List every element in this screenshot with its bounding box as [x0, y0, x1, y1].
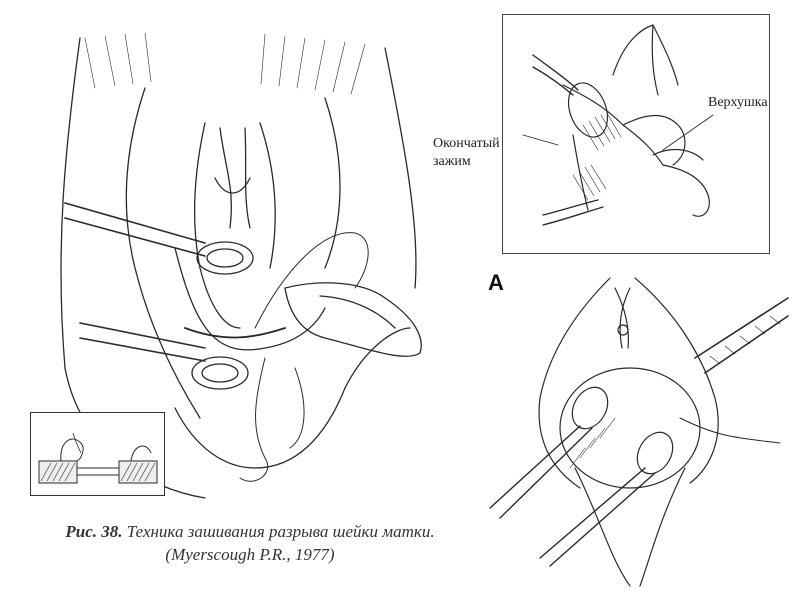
- caption-text: Техника зашивания разрыва шейки матки.: [126, 522, 435, 541]
- label-clamp-line2: зажим: [433, 154, 471, 169]
- panel-letter-a: A: [488, 270, 504, 295]
- label-clamp-line1: Окончатый: [433, 136, 500, 151]
- apex-figure: [433, 14, 770, 254]
- caption-source: (Myerscough P.R., 1977): [165, 545, 335, 564]
- label-apex: Верхушка: [708, 95, 768, 110]
- label-clamp: [433, 135, 500, 171]
- scissors-figure: [480, 268, 790, 588]
- caption-line-1: [20, 520, 480, 543]
- inset-diagram: [30, 412, 165, 496]
- apex-clamp-drawing: [503, 15, 769, 253]
- scissors-drawing: [480, 268, 790, 588]
- suture-cross-section: [31, 413, 164, 495]
- caption-prefix: Рис. 38.: [65, 522, 123, 541]
- figure-caption: [20, 520, 480, 566]
